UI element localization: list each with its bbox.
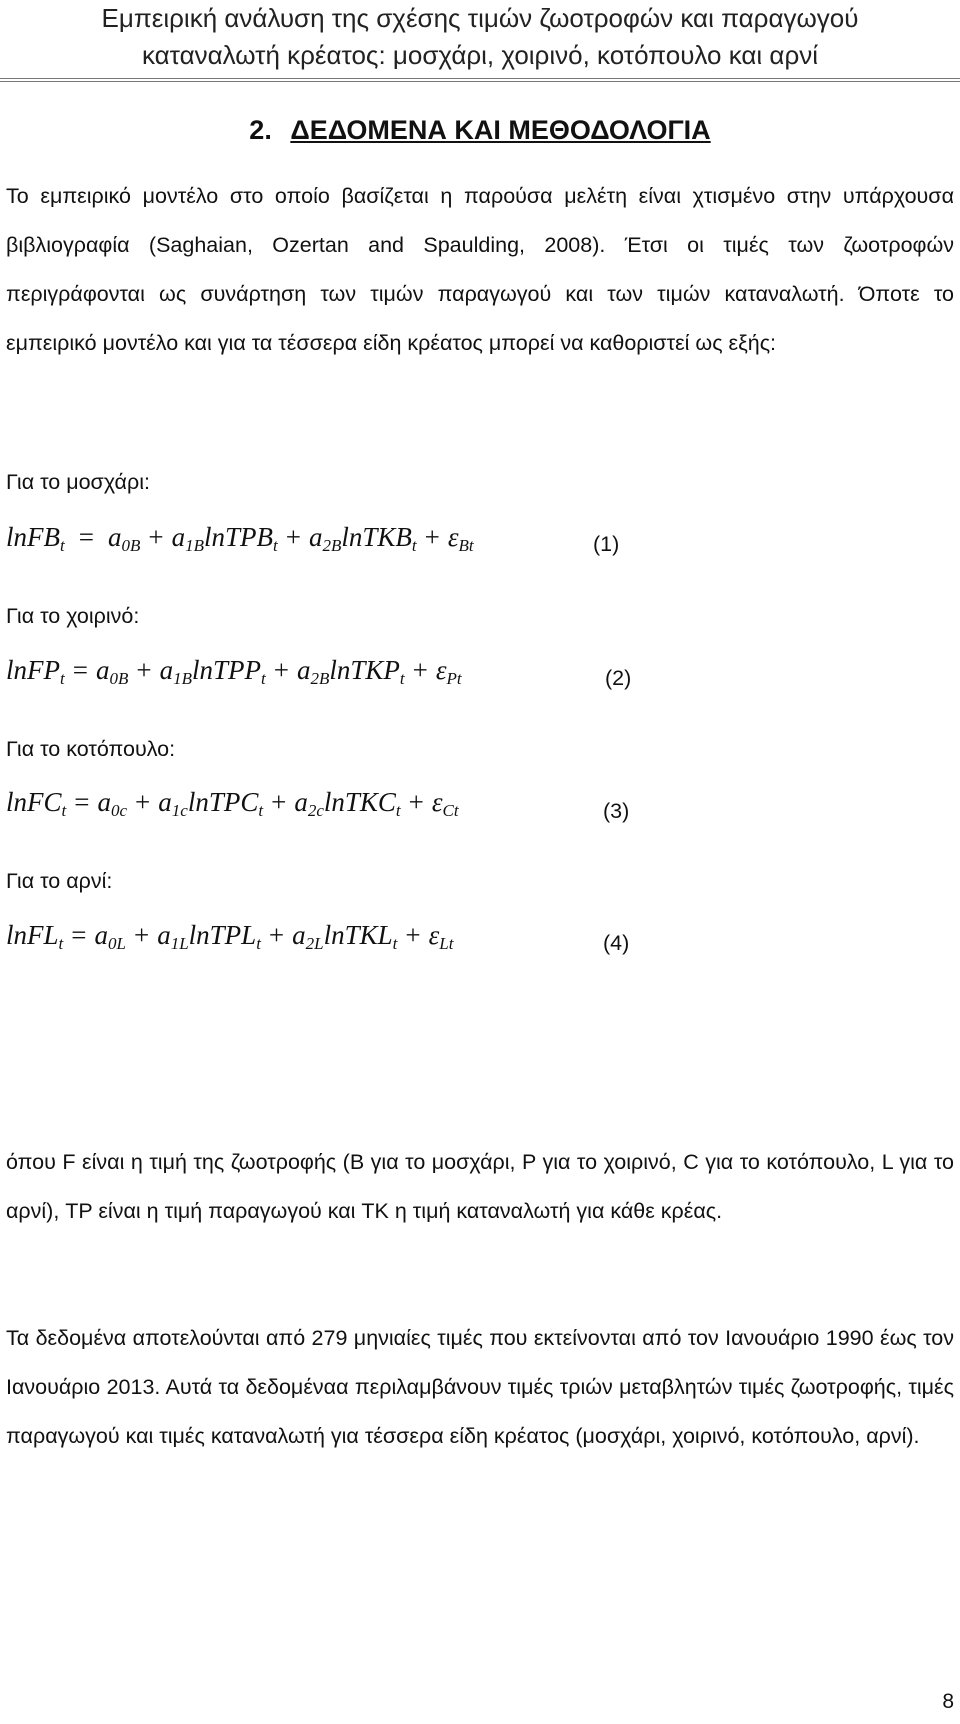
- running-header: [0, 0, 960, 74]
- intro-paragraph: Το εμπειρικό μοντέλο στο οποίο βασίζεται η παρούσα μελέτη είναι χτισμένο στην υπάρχουσα βιβλιογραφία (Saghaian, Ozertan and Spaulding, 2008). Έτσι οι τιμές των ζωοτροφών περιγράφονται ως συνάρτηση των τιμών παραγωγού και των τιμών καταναλωτή. Όποτε το εμπειρικό μοντέλο και για τα τέσσερα είδη κρέατος μπορεί να καθοριστεί ως εξής:: [6, 184, 954, 355]
- equation-label-lamb: Για το αρνί:: [6, 869, 113, 893]
- section-number: 2.: [249, 115, 272, 145]
- equation-4: lnFL$_t$ = $a_{0L}$ + $a_{1L}lnTPL_t$ + $a_{2L}lnTKL_t$ + $\varepsilon_{Lt}$: [6, 920, 454, 953]
- section-title: ΔΕΔΟΜΕΝΑ ΚΑΙ ΜΕΘΟΔΟΛΟΓΙΑ: [290, 115, 711, 145]
- explanation-paragraph: όπου F είναι η τιμή της ζωοτροφής (Β για το μοσχάρι, P για το χοιρινό, C για το κοτόπουλο, L για το αρνί), TP είναι η τιμή παραγωγού και TK η τιμή καταναλωτή για κάθε κρέας.: [6, 1150, 954, 1223]
- header-line-1: Εμπειρική ανάλυση της σχέσης τιμών ζωοτροφών και παραγωγού: [101, 3, 859, 33]
- header-rule: [0, 78, 960, 82]
- equation-label-pork: Για το χοιρινό:: [6, 604, 140, 628]
- section-heading: [0, 115, 960, 146]
- equation-number-4: (4): [603, 931, 630, 955]
- equation-number-3: (3): [603, 799, 630, 823]
- equation-label-chicken: Για το κοτόπουλο:: [6, 737, 176, 761]
- equation-1: lnFB$_t$ = $a_{0B}$ + $a_{1B}lnTPB_t$ + $a_{2B}lnTKB_t$ + $\varepsilon_{Bt}$: [6, 522, 474, 555]
- equation-label-beef: Για το μοσχάρι:: [6, 470, 150, 494]
- equation-number-2: (2): [605, 666, 632, 690]
- eq1-lhs: lnFB$_t$: [6, 522, 65, 555]
- data-paragraph: Τα δεδομένα αποτελούνται από 279 μηνιαίες τιμές που εκτείνονται από τον Ιανουάριο 1990 έως τον Ιανουάριο 2013. Αυτά τα δεδομέναα περιλαμβάνουν τιμές τριών μεταβλητών τιμές ζωοτροφής, τιμές παραγωγού και τιμές καταναλωτή για τέσσερα είδη κρέατος (μοσχάρι, χοιρινό, κοτόπουλο, αρνί).: [6, 1326, 954, 1448]
- equation-3: lnFC$_t$ = $a_{0c}$ + $a_{1c}lnTPC_t$ + $a_{2c}lnTKC_t$ + $\varepsilon_{Ct}$: [6, 787, 459, 820]
- equation-number-1: (1): [593, 532, 620, 556]
- header-line-2: καταναλωτή κρέατος: μοσχάρι, χοιρινό, κοτόπουλο και αρνί: [141, 40, 819, 70]
- equation-2: lnFP$_t$ = $a_{0B}$ + $a_{1B}lnTPP_t$ + $a_{2B}lnTKP_t$ + $\varepsilon_{Pt}$: [6, 655, 462, 688]
- page-number: 8: [942, 1690, 954, 1713]
